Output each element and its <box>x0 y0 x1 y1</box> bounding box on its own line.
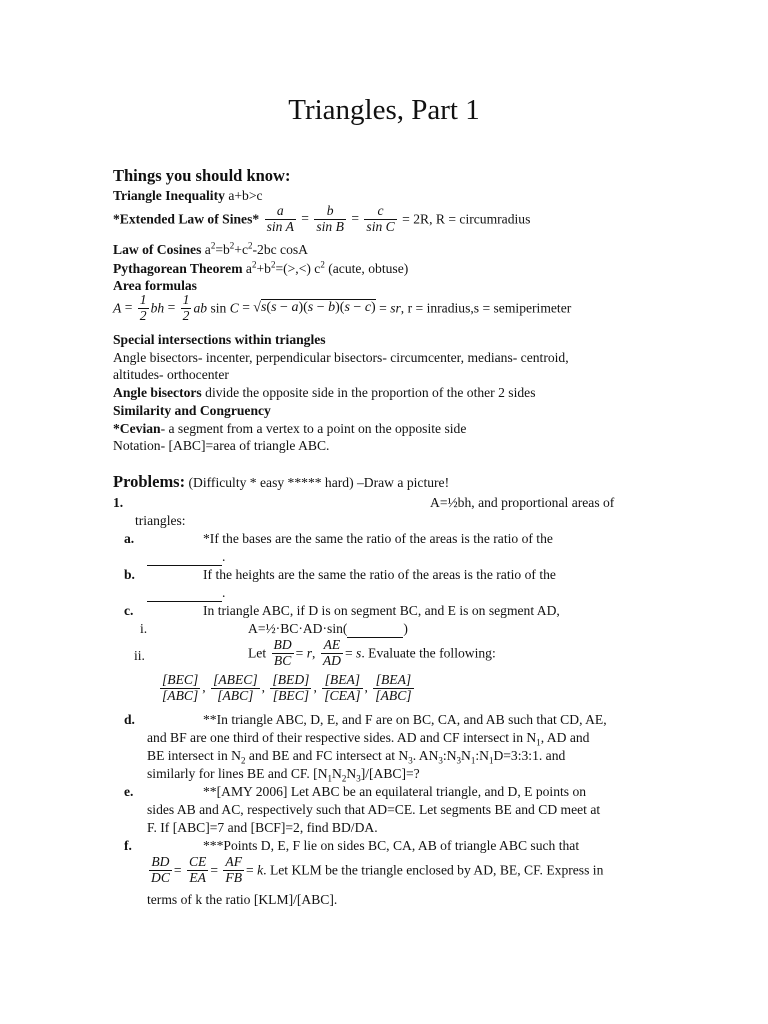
part-f-text-3: terms of k the ratio [KLM]/[ABC]. <box>147 892 338 907</box>
part-d-text-4: similarly for lines BE and CF. [N <box>147 766 328 781</box>
part-a-text: *If the bases are the same the ratio of the areas is the ratio of the <box>203 531 553 546</box>
part-c-label: c. <box>124 603 134 618</box>
problem-1-cont: triangles: <box>135 513 186 528</box>
part-c-text: In triangle ABC, if D is on segment BC, and E is on segment AD, <box>203 603 560 618</box>
part-b-label: b. <box>124 567 135 582</box>
part-e-text-3: F. If [ABC]=7 and [BCF]=2, find BD/DA. <box>147 820 378 835</box>
part-c-i-label: i. <box>140 621 148 636</box>
ratio-bec-abc: $\frac{\text{[BEC]}}{\text{[ABC]}}$ <box>162 672 199 703</box>
angle-bisectors-line <box>113 385 536 401</box>
part-c-ii-line: Let $\frac{BD}{BC}$ = r, $\frac{AE}{AD}$ = s. Evaluate the following: <box>248 637 496 668</box>
law-of-sines-line: *Extended Law of Sines* $\frac{a}{\text{sin A}}$ = $\frac{b}{\text{sin B}}$ = $\frac{c}{\text{sin C}}$ = 2R, R = circumradius <box>113 203 531 234</box>
part-b-blank-line: . <box>147 585 225 602</box>
part-f-line-2: $\frac{BD}{DC}$ = $\frac{CE}{EA}$ = $\frac{AF}{FB}$ = k. Let KLM be the triangle enclosed by AD, BE, CF. Express in <box>151 854 604 885</box>
law-of-cosines-line <box>113 242 308 258</box>
pythagorean-tail: (acute, obtuse) <box>328 261 409 276</box>
area-formulas-label: Area formulas <box>113 278 197 293</box>
part-a-blank-line: . <box>147 549 225 566</box>
problem-1-text: A=½bh, and proportional areas of <box>430 495 615 510</box>
problems-heading-tail: (Difficulty * easy ***** hard) –Draw a picture! <box>188 475 450 490</box>
page-title: Triangles, Part 1 <box>288 94 480 126</box>
part-d-line-3: BE intersect in $N_2$ and BE and FC intersect at $N_3$. $AN_3:N_3N_1:N_1D=3:3:1$. and <box>147 748 566 766</box>
part-b-text: If the heights are the same the ratio of the areas is the ratio of the <box>203 567 556 582</box>
part-d-text-1: **In triangle ABC, D, E, and F are on BC, CA, and AB such that CD, AE, <box>203 712 607 727</box>
triangle-inequality-formula: a+b>c <box>228 188 263 203</box>
part-c-i-line: A=½·BC·AD·sin( ) <box>248 621 408 636</box>
fraction-bd-bc: $\frac{BD}{BC}$ <box>273 637 292 668</box>
part-f-label: f. <box>124 838 132 853</box>
fraction-one-half: $\frac{1}{2}$ <box>139 292 147 323</box>
part-e-text-1: **[AMY 2006] Let ABC be an equilateral triangle, and D, E points on <box>203 784 587 799</box>
problems-heading-line <box>113 473 449 492</box>
area-ratios-line: $\frac{\text{[BEC]}}{\text{[ABC]}}$ , $\frac{\text{[ABEC]}}{\text{[ABC]}}$ , $\frac{\text{[BED]}}{\text{[BEC]}}$ , $\frac{\text{[BEA]}}{\text{[CEA]}}$ , $\frac{\text{[BEA]}}{\text{[ABC]}}$ <box>162 672 412 703</box>
special-intersections-text-2: altitudes- orthocenter <box>113 367 229 382</box>
part-f-text-2: . Let KLM be the triangle enclosed by AD, BE, CF. Express in <box>263 862 604 878</box>
law-of-cosines-formula: $a^2=b^2+c^2-2bc$ cosA <box>204 240 308 257</box>
ratio-bed-bec: $\frac{\text{[BED]}}{\text{[BEC]}}$ <box>272 672 310 703</box>
special-intersections-text-1: Angle bisectors- incenter, perpendicular bisectors- circumcenter, medians- centroid, <box>113 350 569 365</box>
ratio-bea-cea: $\frac{\text{[BEA]}}{\text{[CEA]}}$ <box>324 672 361 703</box>
problem-1-number: 1. <box>113 495 124 510</box>
part-d-text-2: and BF are one third of their respective sides. AD and CF intersect in N <box>147 730 537 745</box>
part-e-label: e. <box>124 784 134 799</box>
part-c-ii-tail: Evaluate the following: <box>368 645 496 661</box>
triangle-inequality-line <box>113 188 263 204</box>
fraction-one-half-2: $\frac{1}{2}$ <box>182 292 190 323</box>
part-c-i-text: A=½·BC·AD·sin( <box>248 621 348 636</box>
part-d-line-2: and BF are one third of their respective sides. AD and CF intersect in $N_1$, AD and <box>147 730 590 748</box>
notation-line: Notation- [ABC]=area of triangle ABC. <box>113 438 330 453</box>
triangle-inequality-label: Triangle Inequality <box>113 188 225 203</box>
fraction-b-sinB: $\frac{b}{\text{sin B}}$ <box>316 203 344 234</box>
special-intersections-label: Special intersections within triangles <box>113 332 326 347</box>
part-a-label: a. <box>124 531 135 546</box>
part-d-line-4: similarly for lines BE and CF. $[N_1N_2N_3]/[ABC]=$? <box>147 766 420 784</box>
pythagorean-line <box>113 261 408 277</box>
law-of-cosines-label: Law of Cosines <box>113 242 202 257</box>
cevian-label: *Cevian <box>113 421 161 436</box>
law-of-sines-label: *Extended Law of Sines* <box>113 211 260 227</box>
cevian-line <box>113 421 466 437</box>
area-formula-tail: , r = inradius,s = semiperimeter <box>400 300 572 316</box>
angle-bisectors-label: Angle bisectors <box>113 385 202 400</box>
law-of-sines-tail: = 2R, R = circumradius <box>402 211 531 227</box>
part-d-label: d. <box>124 712 135 727</box>
fraction-ce-ea: $\frac{CE}{EA}$ <box>188 854 207 885</box>
cevian-text: - a segment from a vertex to a point on the opposite side <box>160 421 467 436</box>
fraction-bd-dc: $\frac{BD}{DC}$ <box>151 854 170 885</box>
area-formula-line: A = $\frac{1}{2}$ bh = $\frac{1}{2}$ ab sin C = √s(s − a)(s − b)(s − c) = sr, r = inradius,s = semiperimeter <box>113 292 572 323</box>
fraction-ae-ad: $\frac{AE}{AD}$ <box>322 637 341 668</box>
similarity-label: Similarity and Congruency <box>113 403 271 418</box>
ratio-abec-abc: $\frac{\text{[ABEC]}}{\text{[ABC]}}$ <box>213 672 258 703</box>
fraction-af-fb: $\frac{AF}{FB}$ <box>225 854 243 885</box>
fraction-a-sinA: $\frac{a}{\text{sin A}}$ <box>266 203 294 234</box>
ratio-bea-abc: $\frac{\text{[BEA]}}{\text{[ABC]}}$ <box>375 672 412 703</box>
part-e-text-2: sides AB and AC, respectively such that AD=CE. Let segments BE and CD meet at <box>147 802 601 817</box>
part-c-ii-text: Let <box>248 645 267 661</box>
fraction-c-sinC: $\frac{c}{\text{sin C}}$ <box>366 203 395 234</box>
part-f-text-1: ***Points D, E, F lie on sides BC, CA, AB of triangle ABC such that <box>203 838 580 853</box>
problems-heading: Problems: <box>113 472 186 491</box>
angle-bisectors-text: divide the opposite side in the proportion of the other 2 sides <box>205 385 536 400</box>
part-d-text-3: BE intersect in N <box>147 748 242 763</box>
section-heading-know: Things you should know: <box>113 166 291 185</box>
pythagorean-formula: $a^2+b^2=(>,<)$ $c^2$ <box>245 259 325 276</box>
part-c-ii-label: ii. <box>134 648 145 663</box>
pythagorean-label: Pythagorean Theorem <box>113 261 243 276</box>
